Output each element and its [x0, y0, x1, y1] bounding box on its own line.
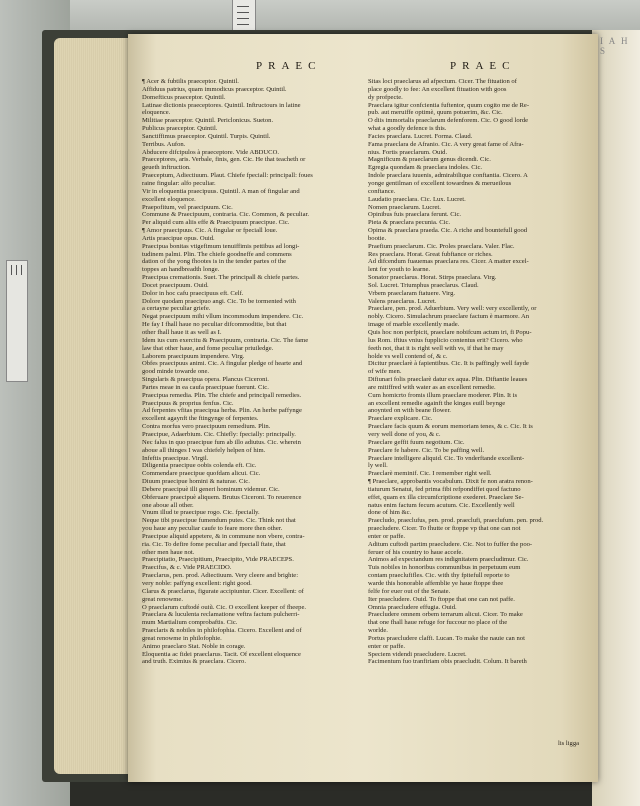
text-line: Praeceptum, Adiectiuum. Plaut. Chiefe fpeciall: principall: foues	[142, 172, 313, 180]
text-line: He fay I fhall haue no peculiar difcommoditie, but that	[142, 321, 287, 329]
text-line: Praepofitum, vel praecipuum. Cic.	[142, 203, 233, 211]
text-line: ¶ Praeclare, approbantis vocabulum. Dixit fe non aratra renon-	[368, 478, 533, 486]
text-line: nius. Fortis praeclarum. Ouid.	[368, 148, 448, 156]
text-line: Praefium praeclarum. Cic. Proles praeclara. Valer. Flac.	[368, 242, 515, 250]
text-line: Idem ius cum exercitu & Praecipuum, contraria. Cic. The fame	[142, 336, 309, 344]
text-line: very noble: paffyng excellent: right good.	[142, 580, 252, 587]
text-line: Praeceptores, aris. Verbale, finis, gen. Cic. He that teacheth or	[142, 156, 306, 164]
text-line: toppes an handbreadth longe.	[142, 266, 220, 274]
text-line: and truth. Eximius & praeclara. Cicero.	[142, 658, 246, 666]
text-line: Sitas loci praeclarus ad afpectum. Cicer. The fituation of	[368, 78, 517, 85]
text-line: Praeclare explicare. Cic.	[368, 415, 433, 423]
text-line: done of him &c.	[368, 509, 412, 517]
text-line: Vnum illud te praecipue rogo. Cic. fpecially.	[142, 509, 260, 517]
text-line: Praecipua bonitas vtigefimum tenuiffimis pettibus ad longi-	[142, 242, 300, 250]
text-line: Praecipua cremationis. Suet. The principall & chiefe partes.	[142, 274, 300, 282]
text-line: Speciem videndi praecludere. Lucret.	[368, 650, 467, 658]
text-line: Vrbem praeclaram ftatuere. Virg.	[368, 289, 456, 297]
facing-page-text: I A H S	[600, 36, 630, 56]
text-line: Opinibus fuis praeclara ferunt. Cic.	[368, 211, 462, 219]
text-line: felfe for euer out of the Senate.	[368, 587, 451, 595]
text-line: Praecludo, praeclufus, pen. prod. praeclufi, praeclufum. pen. prod.	[368, 517, 544, 525]
text-line: Praecipua remedia. Plin. The chiefe and principall remedies.	[142, 391, 302, 399]
text-line: Artis praecipue opus. Ouid.	[142, 234, 215, 242]
text-line: nobly. Cicero. Simulachrum praeclare factum è marmore. An	[368, 313, 530, 321]
book-page	[128, 34, 598, 782]
text-line: other men haue not.	[142, 548, 195, 556]
text-line: Pieta & praeclara pecunia. Cic.	[368, 219, 451, 227]
text-line: good minde towarde one.	[142, 368, 210, 376]
text-line: Laudatio praeclara. Cic. Lux. Lucret.	[368, 195, 466, 203]
text-line: Praeclara & luculenta reclamatione veftra factum pulcherri-	[142, 611, 300, 619]
text-line: contam praeclufifles. Cic. with thy fpitefull reporte to	[368, 572, 510, 580]
text-line: Vir in eloquentia praecipuus. Quintil. A man of fingular and	[142, 187, 300, 195]
text-line: Res praeclara. Horat. Great fubftance or riches.	[368, 250, 493, 258]
text-line: Abducere difcipulos à praeceptore. Vide ABDUCO.	[142, 148, 279, 156]
text-line: Ad difcendum fuauemas praeclara res. Cicer. A matter excel-	[368, 258, 529, 266]
text-line: Praeclare geffit fuum negotium. Cic.	[368, 438, 465, 446]
text-line: Praecifus, & c. Vide PRAECIDO.	[142, 564, 232, 572]
text-line: Praeclaris & nobiles in philofophia. Cicero. Excellent and of	[142, 627, 302, 635]
text-line: Per aliquid cum aliis effe & Praecipuum praecipue. Cic.	[142, 219, 290, 227]
text-line: Negat praecipuum mihi vllum incommodum impendere. Cic.	[142, 313, 304, 321]
text-line: Praeclare fe habere. Cic. To be paffing well.	[368, 446, 485, 454]
text-line: one aboue all other.	[142, 501, 194, 509]
text-line: Facimentum fuo tranfiriam obis praecludit. Colum. It bareth	[368, 658, 527, 666]
text-line: Egregia quondam & praeclara indoles. Cic.	[368, 164, 483, 172]
text-line: raine fingular: alfo peculiar.	[142, 179, 216, 187]
text-line: Praecipuus & proprius fenfus. Cic.	[142, 399, 234, 407]
text-line: Opima & praeclara praeda. Cic. A riche and bountefull good	[368, 227, 528, 235]
text-line: very well done of you, & c.	[368, 430, 441, 438]
catchword: lis ligga	[558, 740, 580, 747]
text-line: Laborem praecipuum impendere. Virg.	[142, 352, 245, 360]
text-line: eloquence.	[142, 109, 171, 117]
text-line: lus Rom. iftius vnius fupplicio contentus erit? Cicero. who	[368, 336, 523, 344]
text-line: tiaturum Senatui, fed prima fibi refpondiffet quod factuno	[368, 485, 521, 493]
text-line: are mitiffred with water as an excellent remedie.	[368, 383, 496, 391]
text-line: ria. Cic. To defire fome peculiar and fpeciall ftate, that	[142, 540, 286, 548]
text-line: Animos ad expectandum res indignitatem praecludimur. Cic.	[368, 556, 529, 564]
text-line: image of marble excellently made.	[368, 321, 460, 329]
text-line: Eloquentia ac fidei praeclarus. Tacit. Of excellent eloquence	[142, 650, 301, 658]
text-line: of wife men.	[368, 368, 402, 376]
text-line: O praeclarum cuftodé ouiũ. Cic. O excellent keeper of fheepe.	[142, 603, 307, 611]
text-line: Difiunari folis praeclarè datur ex aqua. Plin. Diftantie leaues	[368, 376, 528, 384]
text-line: effet, quam ex illa circumfcriptione exederet. Praeclare Se-	[368, 493, 524, 501]
text-line: Aditum cuftodi partim praecludere. Cic. Not to fuffer the poo-	[368, 540, 533, 548]
text-line: Clarus & praeclarus, figurate accipiuntur. Cicer. Excellent: of	[142, 587, 304, 595]
text-line: yonge gentilman of excellent towardnes & merueilous	[368, 179, 512, 187]
text-line: Commendare praecipue quofdam alicui. Cic.	[142, 470, 261, 478]
text-line: O diis immortalis praeclarum defenforem. Cic. O good lorde	[368, 117, 529, 125]
text-line: Praecipue aliquid appetere, & in commune non vbere, contra-	[142, 532, 305, 540]
text-line: Contra morfus vero praecipuum remedium. Plin.	[142, 423, 271, 431]
text-line: natus enim factum fecum acutum. Cic. Excellently well	[368, 501, 515, 509]
text-line: Cum homicrto fromis illum praeclare moderer. Plin. It is	[368, 391, 518, 399]
text-line: Singularis & praecipua opera. Plancus Ciceroni.	[142, 376, 269, 384]
text-line: Sonator praeclarus. Horat. Stirps praeclara. Virg.	[368, 274, 497, 282]
text-line: Iter praecludere. Ouid. To ftoppe that one can not paffe.	[368, 595, 515, 603]
text-line: dy profpecte.	[368, 93, 403, 101]
text-line: that one fhall haue refuge for fuccour no place of the	[368, 619, 508, 627]
text-line: enter or paffe.	[368, 642, 406, 650]
text-line: Praeclare facis quum & eorum memoriam tenes, & c. Cic. It is	[368, 423, 533, 431]
text-line: Diuum praecipue homini & naturae. Cic.	[142, 478, 250, 486]
left-column	[142, 78, 366, 666]
text-line: Fama praeclara de Afranio. Cic. A very great fame of Afra-	[368, 140, 524, 148]
text-line: Praeclara igitur confcientia fuftentor, quum cogito me de Re-	[368, 101, 530, 109]
text-line: feeth not, that it is right well with vs, if that he may	[368, 344, 504, 352]
text-line: worlde.	[368, 627, 388, 635]
text-line: Praecipitatio, Praecipitium, Praecipito, Vide PRAECEPS.	[142, 556, 294, 564]
text-line: Obfes praecipuus animi. Cic. A fingular pledge of hearte and	[142, 360, 303, 368]
text-line: Praeclare intelligere aliquid. Cic. To vnderftande excellent-	[368, 454, 525, 462]
text-line: praecludere. Cicer. To fhutte or ftoppe vp that one can not	[368, 525, 521, 533]
text-line: what a goodly defence is this.	[368, 125, 447, 133]
text-line: tudinem palmi. Plin. The chiefe goodneffe and commens	[142, 250, 292, 258]
text-line: bootie.	[368, 234, 387, 242]
text-line: Nomen praeclarum. Lucret.	[368, 203, 441, 211]
text-line: Dolor in hoc cafu praecipuus eft. Celf.	[142, 289, 244, 297]
text-line: Diligentia praecipue oobis colenda eft. Cic.	[142, 462, 257, 470]
text-line: Partes meae in ea caufa praecipuae fuerunt. Cic.	[142, 383, 269, 391]
text-line: Domefticus praeceptor. Quintil.	[142, 93, 226, 101]
text-line: geueth inftruction.	[142, 164, 191, 172]
text-line: Praecipue, Adaerbium. Cic. Chiefly: fpecially: principally.	[142, 430, 296, 438]
running-head-right: PRAEC	[450, 60, 516, 72]
text-line: Praeclare, pen. prod. Aduerbium. Very well: very excellently, or	[368, 305, 537, 313]
text-line: mum Martialium comprobaftis. Cic.	[142, 619, 238, 627]
text-line: Publicus praeceptor. Quintil.	[142, 125, 218, 133]
text-line: Praeclarus, pen. prod. Adiectiuum. Very cleere and brighte:	[142, 572, 299, 580]
text-line: Infeftis praecipue. Virgil.	[142, 454, 209, 462]
text-line: Militiae praeceptor. Quintil. Periclonicus. Sueton.	[142, 117, 274, 125]
text-line: Valens praeclarus. Lucret.	[368, 297, 437, 305]
text-line: Animo praeclaro Stat. Noble in corage.	[142, 642, 246, 650]
text-line: excellent eloquence.	[142, 195, 196, 203]
text-line: aboue all thinges I was chiefely helpen of him.	[142, 446, 266, 454]
text-line: Magnificum & praeclarum genus dicendi. Cic.	[368, 156, 491, 164]
text-line: enter or paffe.	[368, 532, 406, 540]
text-line: great renowme.	[142, 595, 184, 603]
text-line: warde this honorable affemblie ye haue ftoppe thee	[368, 580, 504, 587]
text-line: conftance.	[368, 187, 396, 195]
text-line: feruer of his country to haue accefe.	[368, 548, 464, 556]
text-line: Sanctiffimus praeceptor. Quintil. Turpis. Quintil.	[142, 132, 271, 140]
text-line: Facies praeclara. Lucret. Forma. Claud.	[368, 132, 473, 140]
text-line: Tuis nobiles in honoribus communibus in perpetuum eum	[368, 564, 521, 572]
text-line: ly well.	[368, 462, 388, 470]
text-line: Obferuare praecipuè aliquem. Brutus Ciceroni. To reuerence	[142, 493, 302, 501]
text-line: dation of the yong fhootes is in the tender partes of the	[142, 258, 287, 266]
text-line: Indole praeclara iuuenis, admirabilique conftantia. Cicero. A	[368, 172, 528, 180]
facing-page-edge	[592, 30, 640, 806]
text-line: great renowme in philofophie.	[142, 634, 222, 642]
text-line: Sol. Lucret. Triumphus praeclarus. Claud.	[368, 281, 479, 289]
text-line: law that other haue, and fome peculiar priuiledge.	[142, 344, 274, 352]
text-line: Nec falus in quo praecipue fum ab illo adiutus. Cic. wherein	[142, 438, 301, 446]
text-line: Affiduus patrius, quam immodicus praeceptor. Quintil.	[142, 85, 287, 93]
text-line: Terribus. Aufon.	[142, 140, 186, 148]
text-line: place goodly to fee: An excellent fituation with goos	[368, 85, 507, 93]
text-line: Neque tibi praecipue fumendum putes. Cic. Think not that	[142, 517, 296, 525]
text-line: ¶ Acer & fubtilis praeceptor. Quintil.	[142, 78, 239, 85]
text-line: Praecludere omnem orbem terrarum alicui. Cicer. To make	[368, 611, 523, 619]
text-line: Debere praecipuè illi generi hominum videmur. Cic.	[142, 485, 280, 493]
text-line: Praeclarè meminif. Cic. I remember right well.	[368, 470, 492, 478]
text-line: anoynted on with beane flower.	[368, 407, 451, 415]
running-head-left: PRAEC	[256, 60, 322, 72]
text-line: Quis hoc non perfpicit, praeclare nobifcum actum iri, fi Popu-	[368, 329, 532, 336]
text-line: Commune & Praecipuum, contraria. Cic. Common, & peculiar.	[142, 211, 310, 219]
text-line: other fhall haue it as well as I.	[142, 329, 222, 336]
text-line: Ad ferpentes vfitas praecipua herba. Plin. An herbe paffynge	[142, 407, 302, 415]
text-line: Latinae dictionis praeceptores. Quintil. Inftructours in latine	[142, 101, 301, 109]
text-line: Dolore quodam praecipuo angi. Cic. To be tormented with	[142, 297, 296, 305]
text-line: Portus praecludere claffi. Lucan. To make the nauie can not	[368, 634, 525, 642]
side-ruler	[6, 260, 28, 382]
text-line: holde vs well contend of, & c.	[368, 352, 448, 360]
right-column	[368, 78, 590, 666]
text-line: excellent agaynft the ftingynge of ferpentes.	[142, 415, 259, 423]
text-line: Omnia praecludere effugia. Ouid.	[368, 603, 457, 611]
text-line: lent for youth to learne.	[368, 266, 431, 274]
text-line: pub. aut meruiffe optimè, quum potuerim, &c. Cic.	[368, 109, 503, 117]
text-line: an excellent remedie againft the kinges euill beynge	[368, 399, 506, 407]
text-line: a certayne peculiar griefe.	[142, 305, 211, 313]
text-line: Dicitur praeclarè à fapientibus. Cic. It is paffingly well fayde	[368, 360, 529, 368]
text-line: you haue any peculiar caufe to feare more then other.	[142, 525, 283, 533]
text-line: Docet praecipuum. Ouid.	[142, 281, 209, 289]
page-edges	[54, 38, 136, 774]
text-line: ¶ Amor praecipuus. Cic. A fingular or fpeciall loue.	[142, 227, 278, 235]
